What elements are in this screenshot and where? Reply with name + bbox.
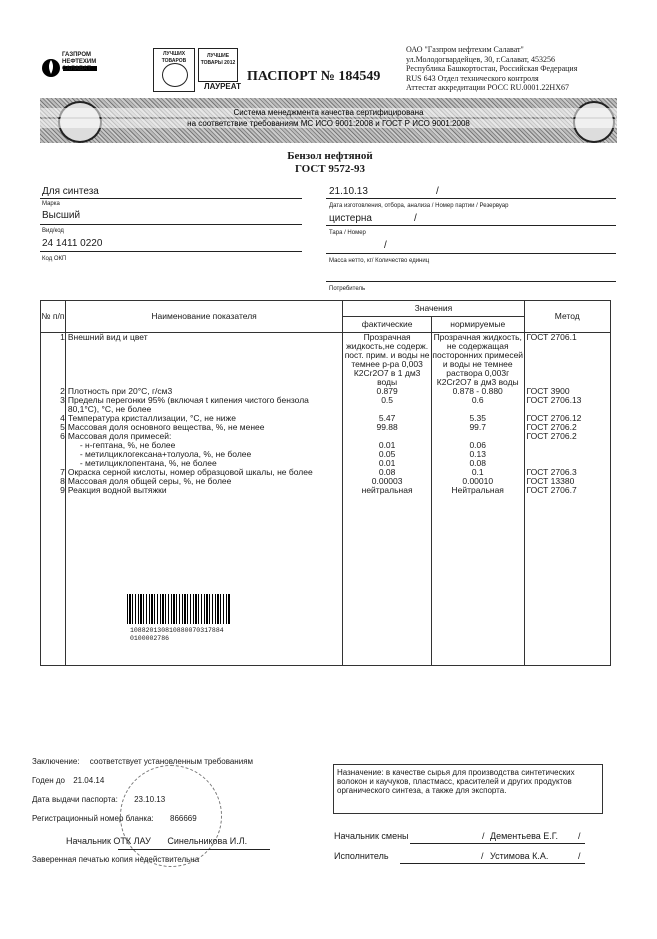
certified-note: Заверенная печатью копия недействительна [32, 855, 200, 864]
reg-number-row [32, 814, 197, 823]
row-method: ГОСТ 3900 [524, 387, 610, 396]
row-name: - метилциклогексана+толуола, %, не более [65, 450, 342, 459]
row-actual: 99.88 [343, 423, 432, 432]
purpose-value: Для синтеза [42, 186, 99, 197]
row-actual: нейтральная [343, 486, 432, 495]
table-row [41, 486, 611, 495]
valid-until [32, 776, 104, 785]
header-actual: фактические [343, 317, 432, 333]
conclusion [32, 757, 253, 766]
gazprom-logo [41, 48, 99, 84]
table-row [41, 333, 611, 388]
product-standard: ГОСТ 9572-93 [294, 163, 366, 175]
header-num: № п/п [41, 301, 66, 333]
row-number: 4 [41, 414, 66, 423]
certification-banner [40, 98, 617, 143]
row-norm: 5.35 [431, 414, 524, 423]
company-block [406, 45, 626, 93]
row-norm: Прозрачная жидкость, не содержащая посторонних примесей и воды не темнее раствора 0,003г К2Cr2O7 в дм3 воды [432, 332, 524, 387]
header-method: Метод [524, 301, 610, 333]
reg-number: 866669 [170, 814, 197, 823]
date-label: Дата изготовления, отбора, анализа / Номер партии / Резервуар [329, 203, 509, 209]
row-name: Внешний вид и цвет [65, 333, 342, 388]
purpose-box [333, 764, 603, 814]
row-number: 9 [41, 486, 66, 495]
row-name: Массовая доля основного вещества, %, не менее [65, 423, 342, 432]
award-logo-text: ЛУЧШИХ ТОВАРОВ [161, 51, 187, 64]
row-name: Плотность при 20°С, г/см3 [65, 387, 342, 396]
banner-line-1: Система менеджмента качества сертифицирована [40, 108, 617, 117]
head-label: Начальник ОТК ЛАУ [66, 836, 151, 846]
row-name: - н-гептана, %, не более [65, 441, 342, 450]
row-name: Массовая доля общей серы, %, не более [65, 477, 342, 486]
row-number: 8 [41, 477, 66, 486]
row-method [524, 441, 610, 450]
row-name: Реакция водной вытяжки [65, 486, 342, 495]
otk-head [66, 836, 247, 846]
row-number: 1 [41, 333, 66, 388]
header-name: Наименование показателя [65, 301, 342, 333]
award-logo-100 [153, 48, 195, 92]
row-norm: 0.00010 [431, 477, 524, 486]
row-norm: 0.1 [431, 468, 524, 477]
row-actual: 0.08 [343, 468, 432, 477]
row-actual: 0.00003 [343, 477, 432, 486]
barcode-line-1: 108820130810880070317884 [130, 627, 224, 634]
head-name: Синельникова И.Л. [167, 836, 248, 846]
row-norm: 0.13 [431, 450, 524, 459]
row-norm: 0.06 [431, 441, 524, 450]
row-name: Окраска серной кислоты, номер образцовой шкалы, не более [65, 468, 342, 477]
row-norm: 99.7 [431, 423, 524, 432]
reg-label: Регистрационный номер бланка: [32, 814, 154, 823]
purpose-text: Назначение: в качестве сырья для производства синтетических волокон и каучуков, пластмасс, красителей и других продуктов органического синтеза, а также для экспорта. [337, 768, 575, 795]
row-actual: Прозрачная жидкость,не содерж. пост. прим. и воды не темнее р-ра 0,003 К2Cr2O7 в 1 дм3 воды [344, 332, 430, 387]
company-address: ул.Молодогвардейцев, 30, г.Салават, 453256 [406, 54, 555, 64]
row-number: 7 [41, 468, 66, 477]
kind-label: Вид/код [42, 228, 64, 234]
executor-name: Устимова К.А. [490, 851, 549, 861]
company-name: ОАО "Газпром нефтехим Салават" [406, 45, 524, 54]
table-filler-row [41, 495, 611, 665]
passport-label: ПАСПОРТ № [247, 69, 335, 84]
row-number: 2 [41, 387, 66, 396]
consumer-label: Потребитель [329, 286, 366, 292]
row-actual: 0.879 [343, 387, 432, 396]
company-lab: RUS 643 Отдел технического контроля [406, 73, 539, 83]
row-method: ГОСТ 2706.2 [524, 423, 610, 432]
barcode [127, 594, 230, 624]
row-method: ГОСТ 2706.1 [524, 333, 610, 388]
conclusion-text: соответствует установленным требованиям [89, 757, 254, 766]
table-row [41, 396, 611, 414]
passport-title [247, 69, 380, 85]
award-logo-2012 [198, 48, 238, 82]
banner-line-2: на соответствие требованиям МС ИСО 9001:2008 и ГОСТ Р ИСО 9001:2008 [40, 119, 617, 128]
row-name: Температура кристаллизации, °С, не ниже [65, 414, 342, 423]
parameters-table [40, 300, 611, 666]
row-method: ГОСТ 2706.7 [524, 486, 610, 495]
row-norm: Нейтральная [431, 486, 524, 495]
passport-number: 184549 [338, 69, 381, 84]
header-norm: нормируемые [431, 317, 524, 333]
issue-date-row [32, 795, 165, 804]
award2-logo-text: ЛУЧШИЕ ТОВАРЫ 2012 [200, 53, 236, 66]
row-actual: 0.01 [343, 441, 432, 450]
row-number: 3 [41, 396, 66, 414]
issue-date: 23.10.13 [134, 795, 166, 804]
company-accreditation: Аттестат аккредитации РОСС RU.0001.22НХ67 [406, 83, 569, 92]
gazprom-logo-text: ГАЗПРОМ НЕФТЕХИМ САЛАВАТ [62, 52, 97, 72]
row-actual: 0.05 [343, 450, 432, 459]
grade-label: Марка [42, 201, 60, 207]
row-name: - метилциклопентана, %, не более [65, 459, 342, 468]
header-values: Значения [343, 301, 524, 317]
row-number [41, 450, 66, 459]
issue-label: Дата выдачи паспорта: [32, 795, 118, 804]
conclusion-label: Заключение: [32, 757, 80, 766]
mass-label: Масса нетто, кг/ Количество единиц [329, 258, 430, 264]
row-actual: 0.01 [343, 459, 432, 468]
executor-label: Исполнитель [334, 851, 389, 861]
row-actual: 5.47 [343, 414, 432, 423]
row-name: Массовая доля примесей: [65, 432, 342, 441]
tank-value: цистерна [329, 213, 372, 224]
barcode-line-2: 0100002786 [130, 635, 170, 642]
row-name: Пределы перегонки 95% (включая t кипения чистого бензола 80,1°С), °С, не более [65, 396, 342, 414]
grade-value: Высший [42, 210, 81, 221]
shift-head-name: Дементьева Е.Г. [490, 831, 559, 841]
tare-label: Тара / Номер [329, 230, 366, 236]
row-norm: 0.878 - 0.880 [431, 387, 524, 396]
date-value: 21.10.13 [329, 186, 368, 197]
row-norm: 0.6 [431, 396, 524, 414]
row-method: ГОСТ 2706.12 [524, 414, 610, 423]
row-actual: 0.5 [343, 396, 432, 414]
laureate-label: ЛАУРЕАТ [204, 82, 241, 91]
row-number: 5 [41, 423, 66, 432]
row-method: ГОСТ 2706.3 [524, 468, 610, 477]
product-name: Бензол нефтяной [287, 150, 373, 162]
row-method [524, 450, 610, 459]
row-method: ГОСТ 2706.2 [524, 432, 610, 441]
valid-date: 21.04.14 [73, 776, 105, 785]
row-number [41, 441, 66, 450]
row-number: 6 [41, 432, 66, 441]
shift-head-label: Начальник смены [334, 831, 409, 841]
okp-label: Код ОКП [42, 256, 67, 262]
row-norm: 0.08 [431, 459, 524, 468]
row-method: ГОСТ 13380 [524, 477, 610, 486]
code-value: 24 1411 0220 [42, 238, 103, 249]
company-region: Республика Башкортостан, Российская Федерация [406, 64, 578, 73]
row-method: ГОСТ 2706.13 [524, 396, 610, 414]
valid-label: Годен до [32, 776, 65, 785]
